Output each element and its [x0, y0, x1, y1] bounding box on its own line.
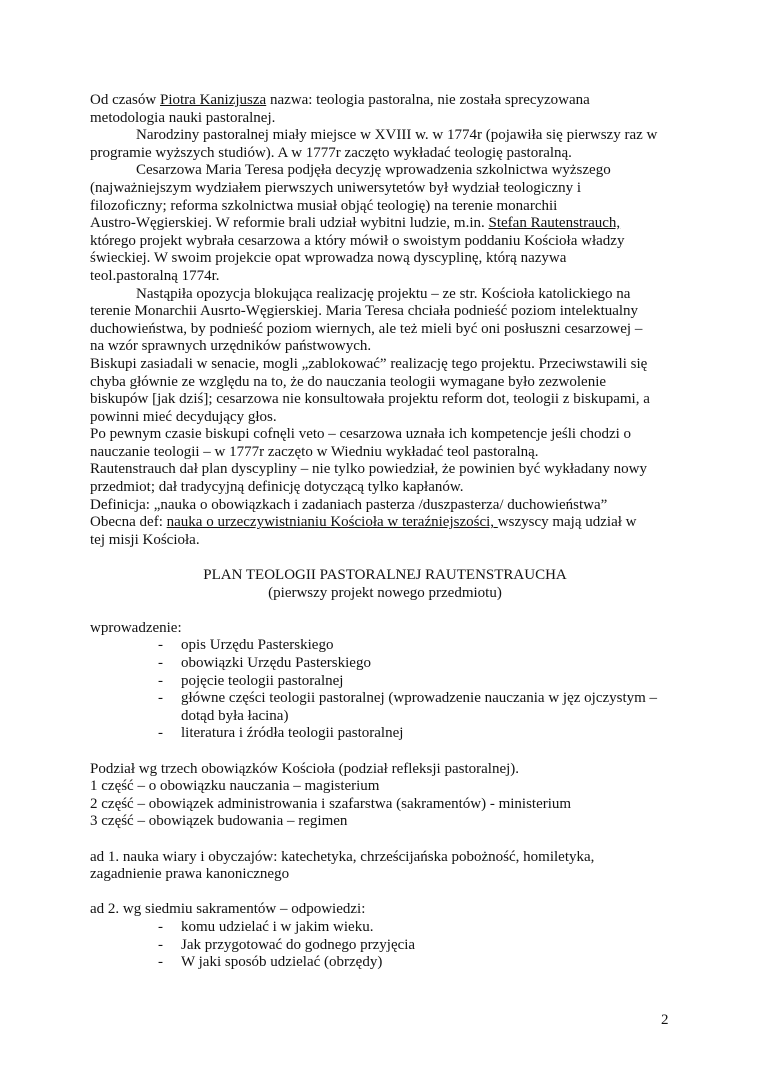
dash-bullet: -	[158, 954, 163, 971]
name-stefan-rautenstrauch: Stefan Rautenstrauch,	[488, 215, 621, 232]
text-span: wszyscy mają udział w	[497, 514, 637, 531]
text-line: filozoficzny; reforma szkolnictwa musiał objąć teologię) na terenie monarchii	[90, 197, 558, 214]
text-line	[90, 514, 680, 532]
section-subtitle: (pierwszy projekt nowego przedmiotu)	[268, 584, 502, 601]
list-item-text: literatura i źródła teologii pastoralnej	[181, 725, 404, 742]
paragraph-current-definition	[90, 514, 680, 549]
sacrament-list	[90, 919, 680, 972]
paragraph-bishops	[90, 356, 680, 426]
section-title: PLAN TEOLOGII PASTORALNEJ RAUTENSTRAUCHA	[203, 567, 567, 584]
text-span: Od czasów	[90, 92, 160, 108]
dash-bullet: -	[158, 936, 163, 953]
text-line	[90, 92, 680, 110]
ad1-line: ad 1. nauka wiary i obyczajów: katechetyka, chrześcijańska pobożność, homiletyka,	[90, 848, 595, 865]
text-span: nazwa: teologia pastoralna, nie została sprecyzowana	[266, 92, 590, 108]
dash-bullet: -	[158, 918, 163, 935]
definition-line: Definicja: „nauka o obowiązkach i zadaniach pasterza /duszpasterza/ duchowieństwa”	[90, 496, 608, 513]
list-item-text: pojęcie teologii pastoralnej	[181, 672, 344, 689]
name-piotr-kanizjusz: Piotra Kanizjusza	[159, 92, 267, 108]
list-item	[90, 655, 680, 673]
part-line: 3 część – obowiązek budowania – regimen	[90, 813, 348, 830]
spacer	[90, 884, 680, 902]
dash-bullet: -	[158, 637, 163, 654]
list-item-text: główne części teologii pastoralnej (wprowadzenie nauczania w jęz ojczystym –	[181, 690, 658, 707]
list-item	[90, 725, 680, 743]
list-item-text: W jaki sposób udzielać (obrzędy)	[181, 954, 383, 971]
current-definition-underlined: nauka o urzeczywistnianiu Kościoła w teraźniejszości,	[166, 514, 498, 531]
text-line: powinni mieć decydujący głos.	[90, 408, 277, 425]
text-line: programie wyższych studiów). A w 1777r zaczęto wykładać teologię pastoralną.	[90, 144, 572, 161]
text-line: tej misji Kościoła.	[90, 531, 200, 548]
dash-bullet: -	[158, 725, 163, 742]
intro-label: wprowadzenie:	[90, 619, 182, 636]
spacer	[90, 831, 680, 849]
text-line: nauczanie teologii – w 1777r zaczęto w Wiedniu wykładać teol pastoralną.	[90, 443, 539, 460]
text-line: Nastąpiła opozycja blokująca realizację projektu – ze str. Kościoła katolickiego na	[136, 285, 631, 302]
list-item-text: opis Urzędu Pasterskiego	[181, 637, 334, 654]
list-item	[90, 919, 680, 937]
text-line: biskupów [jak dziś]; cesarzowa nie konsultowała projektu reform dot, teologii z biskupami, a	[90, 391, 650, 408]
text-line: Po pewnym czasie biskupi cofnęli veto – cesarzowa uznała ich kompetencje jeśli chodzi o	[90, 426, 632, 443]
text-line: Narodziny pastoralnej miały miejsce w XVIII w. w 1774r (pojawiła się pierwszy raz w	[136, 127, 658, 144]
spacer	[90, 549, 680, 567]
spacer	[90, 743, 680, 761]
page-number: 2	[661, 1012, 669, 1028]
paragraph-plan	[90, 461, 680, 496]
text-line: Cesarzowa Maria Teresa podjęła decyzję wprowadzenia szkolnictwa wyższego	[136, 162, 611, 179]
list-item-text: obowiązki Urzędu Pasterskiego	[181, 655, 371, 671]
text-line: teol.pastoralną 1774r.	[90, 267, 220, 284]
text-line: którego projekt wybrała cesarzowa a który mówił o swoistym poddaniu Kościoła władzy	[90, 232, 625, 249]
text-line: metodologia nauki pastoralnej.	[90, 109, 276, 126]
paragraph-maria-teresa	[90, 162, 680, 285]
text-line: (najważniejszym wydziałem pierwszych uniwersytetów był wydział teologiczny i	[90, 179, 582, 196]
list-item	[90, 637, 680, 655]
ad1-line: zagadnienie prawa kanonicznego	[90, 866, 290, 883]
paragraph-opposition	[90, 286, 680, 356]
list-item-text: komu udzielać i w jakim wieku.	[181, 918, 374, 935]
list-item	[90, 954, 680, 972]
text-line: świeckiej. W swoim projekcie opat wprowadza nową dyscyplinę, którą nazywa	[90, 250, 567, 267]
list-item-text: Jak przygotować do godnego przyjęcia	[181, 936, 416, 953]
document-body	[90, 92, 680, 972]
text-line: przedmiot; dał tradycyjną definicję dotyczącą tylko kapłanów.	[90, 479, 464, 496]
text-line: chyba głównie ze względu na to, że do nauczania teologii wymagane było zezwolenie	[90, 373, 607, 390]
spacer	[90, 602, 680, 620]
text-span: Austro-Węgierskiej. W reformie brali udział wybitni ludzie, m.in.	[90, 215, 489, 232]
dash-bullet: -	[158, 690, 163, 707]
part-line: 2 część – obowiązek administrowania i szafarstwa (sakramentów) - ministerium	[90, 795, 572, 812]
list-item-continuation: dotąd była łacina)	[181, 707, 289, 724]
ad2-line: ad 2. wg siedmiu sakramentów – odpowiedzi:	[90, 901, 366, 918]
list-item	[90, 673, 680, 691]
text-line: duchowieństwa, by podnieść poziom wiernych, ale też mieli być oni posłuszni cesarzowej –	[90, 320, 643, 337]
intro-list	[90, 637, 680, 743]
part-line: 1 część – o obowiązku nauczania – magisterium	[90, 778, 380, 795]
text-line: na wzór sprawnych urzędników państwowych.	[90, 338, 372, 355]
paragraph-origins	[90, 92, 680, 127]
list-item	[90, 937, 680, 955]
division-heading: Podział wg trzech obowiązków Kościoła (podział refleksji pastoralnej).	[90, 760, 520, 777]
dash-bullet: -	[158, 655, 163, 671]
text-span: Obecna def:	[90, 514, 167, 531]
list-item	[90, 690, 680, 708]
text-line: Biskupi zasiadali w senacie, mogli „zablokować” realizację tego projektu. Przeciwstawili się	[90, 355, 648, 372]
paragraph-veto	[90, 426, 680, 461]
text-line	[90, 215, 680, 233]
paragraph-birth	[90, 127, 680, 162]
text-line: terenie Monarchii Ausrto-Węgierskiej. Maria Teresa chciała podnieść poziom intelektualny	[90, 303, 639, 320]
dash-bullet: -	[158, 672, 163, 689]
text-line: Rautenstrauch dał plan dyscypliny – nie tylko powiedział, że powinien być wykładany nowy	[90, 461, 647, 478]
